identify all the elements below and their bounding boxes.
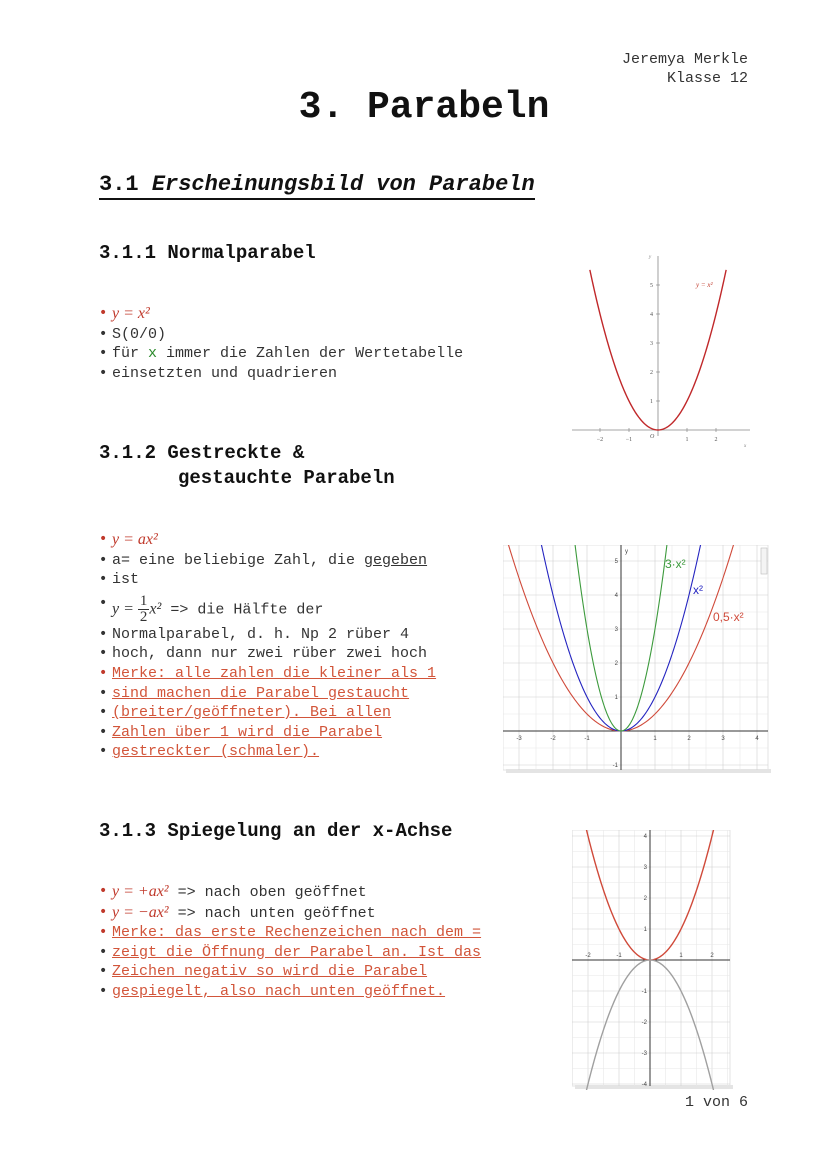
x-tick-label: -2: [550, 736, 556, 742]
merke-text: Zeichen negativ so wird die Parabel: [112, 963, 428, 981]
list-item: [99, 664, 436, 684]
origin-label: O: [650, 434, 655, 440]
x-tick-label: 2: [687, 736, 691, 742]
merke-text: Merke: das erste Rechenzeichen nach dem =: [112, 924, 482, 942]
graph-shadow: [506, 769, 771, 773]
merke-text: Zahlen über 1 wird die Parabel: [112, 723, 383, 741]
curve-label: y = x²: [696, 281, 713, 289]
list-item-continuation: [99, 943, 481, 963]
formula: y = −ax²: [112, 903, 169, 921]
x-tick-label: 2: [710, 953, 714, 959]
merke-text: zeigt die Öffnung der Parabel an. Ist das: [112, 943, 482, 961]
list-item-continuation: [99, 742, 436, 762]
section-number: 3.1: [99, 172, 139, 197]
x-tick-label: −2: [596, 437, 604, 443]
x-tick-label: -2: [585, 953, 591, 959]
text: ist: [112, 571, 140, 589]
list-item: [99, 344, 463, 364]
y-tick-label: 5: [614, 559, 618, 565]
sub1-bullets: [99, 304, 463, 383]
list-item: [99, 903, 481, 924]
x-tick-label: −1: [625, 437, 633, 443]
y-axis-label: y: [625, 549, 628, 555]
list-item-continuation: [99, 625, 436, 645]
text: => die Hälfte der: [161, 601, 324, 619]
graph-scrollbar: [761, 548, 767, 574]
y-tick-label: -1: [612, 763, 618, 769]
page-number: 1 von 6: [684, 1094, 748, 1111]
y-tick-label: 1: [650, 399, 653, 405]
section-title: Erscheinungsbild von Parabeln: [151, 172, 535, 197]
x-tick-label: 3: [721, 736, 725, 742]
list-item-continuation: [99, 703, 436, 723]
text: Normalparabel, d. h. Np 2 rüber 4: [112, 625, 410, 643]
sub3-bullets: [99, 882, 481, 1002]
y-tick-label: 4: [643, 834, 647, 840]
sub2-heading-line1: 3.1.2 Gestreckte &: [99, 442, 305, 464]
formula-part: x²: [149, 600, 162, 618]
y-tick-label: 4: [650, 312, 653, 318]
vertex-text: S(0/0): [112, 325, 167, 343]
list-item-continuation: [99, 684, 436, 704]
list-item: [99, 304, 463, 325]
stretched-parabolas-graph: [503, 545, 771, 773]
text: hoch, dann nur zwei rüber zwei hoch: [112, 645, 428, 663]
text: für: [112, 345, 149, 363]
sub1-heading: 3.1.1 Normalparabel: [99, 242, 316, 264]
graph-shadow: [575, 1085, 733, 1089]
x-tick-label: 1: [653, 736, 657, 742]
merke-text: gespiegelt, also nach unten geöffnet.: [112, 982, 446, 1000]
graph-frame: [572, 830, 730, 1086]
list-item-continuation: [99, 962, 481, 982]
text: immer die Zahlen der Wertetabelle: [157, 345, 464, 363]
y-tick-label: 3: [650, 341, 653, 347]
y-tick-label: 2: [614, 661, 618, 667]
author-block: [622, 50, 748, 88]
sub2-heading-line2: gestauchte Parabeln: [178, 467, 395, 489]
x-tick-label: -3: [516, 736, 522, 742]
list-item: [99, 325, 463, 345]
y-tick-label: 3: [614, 627, 618, 633]
y-tick-label: 2: [650, 370, 653, 376]
x-tick-label: 1: [679, 953, 683, 959]
list-item-continuation: [99, 723, 436, 743]
label-half-x2: 0,5·x²: [713, 610, 744, 624]
y-tick-label: 4: [614, 593, 618, 599]
y-tick-label: 5: [650, 283, 653, 289]
y-tick-label: 1: [614, 695, 618, 701]
text-underlined: gegeben: [364, 551, 428, 569]
y-tick-label: 2: [643, 896, 647, 902]
label-3x2: 3·x²: [665, 557, 686, 571]
author-name: Jeremya Merkle: [621, 51, 748, 68]
page-title: 3. Parabeln: [298, 86, 550, 129]
text: einsetzten und quadrieren: [112, 364, 338, 382]
merke-text: (breiter/geöffneter). Bei allen: [112, 704, 392, 722]
x-tick-label: 1: [685, 437, 689, 443]
sub3-heading: 3.1.3 Spiegelung an der x-Achse: [99, 820, 453, 842]
sub2-bullets: [99, 530, 436, 762]
list-item-continuation: [99, 364, 463, 384]
fraction-denominator: 2: [139, 608, 148, 625]
graph-frame: [503, 545, 768, 770]
variable-x: x: [148, 345, 158, 363]
formula: y = x²: [112, 305, 150, 322]
list-item: [99, 594, 436, 625]
y-tick-label: 3: [643, 865, 647, 871]
fraction-numerator: 1: [139, 592, 148, 609]
x-tick-label: 4: [755, 736, 759, 742]
section-heading: [99, 172, 535, 200]
list-item-continuation: [99, 644, 436, 664]
label-x2: x²: [693, 583, 703, 597]
x-axis-label: x: [744, 444, 747, 449]
text: => nach oben geöffnet: [168, 884, 367, 901]
list-item-continuation: [99, 982, 481, 1002]
list-item: [99, 923, 481, 943]
list-item: [99, 551, 436, 571]
y-tick-label: -1: [641, 989, 647, 995]
fraction: [138, 594, 150, 625]
x-tick-label: -1: [616, 953, 622, 959]
normal-parabola-graph: [570, 248, 755, 453]
x-tick-label: -1: [584, 736, 590, 742]
y-axis-label: y: [649, 255, 652, 260]
y-tick-label: -3: [641, 1051, 647, 1057]
sub2-heading: [99, 441, 395, 491]
list-item: [99, 882, 481, 903]
x-tick-label: 2: [714, 437, 718, 443]
list-item-continuation: [99, 570, 436, 590]
formula: y = ax²: [112, 531, 158, 548]
text: => nach unten geöffnet: [168, 904, 376, 922]
y-tick-label: -2: [641, 1020, 647, 1026]
author-class: Klasse 12: [666, 70, 748, 87]
merke-text: Merke: alle zahlen die kleiner als 1: [112, 664, 437, 682]
merke-text: sind machen die Parabel gestaucht: [112, 684, 410, 702]
y-tick-label: -4: [641, 1082, 647, 1088]
list-item: [99, 530, 436, 551]
merke-text: gestreckter (schmaler).: [112, 743, 320, 761]
formula-part: y =: [112, 600, 138, 618]
text: a= eine beliebige Zahl, die: [112, 551, 365, 569]
y-tick-label: 1: [643, 927, 647, 933]
formula: y = +ax²: [112, 883, 169, 900]
mirrored-parabolas-graph: [572, 830, 734, 1090]
